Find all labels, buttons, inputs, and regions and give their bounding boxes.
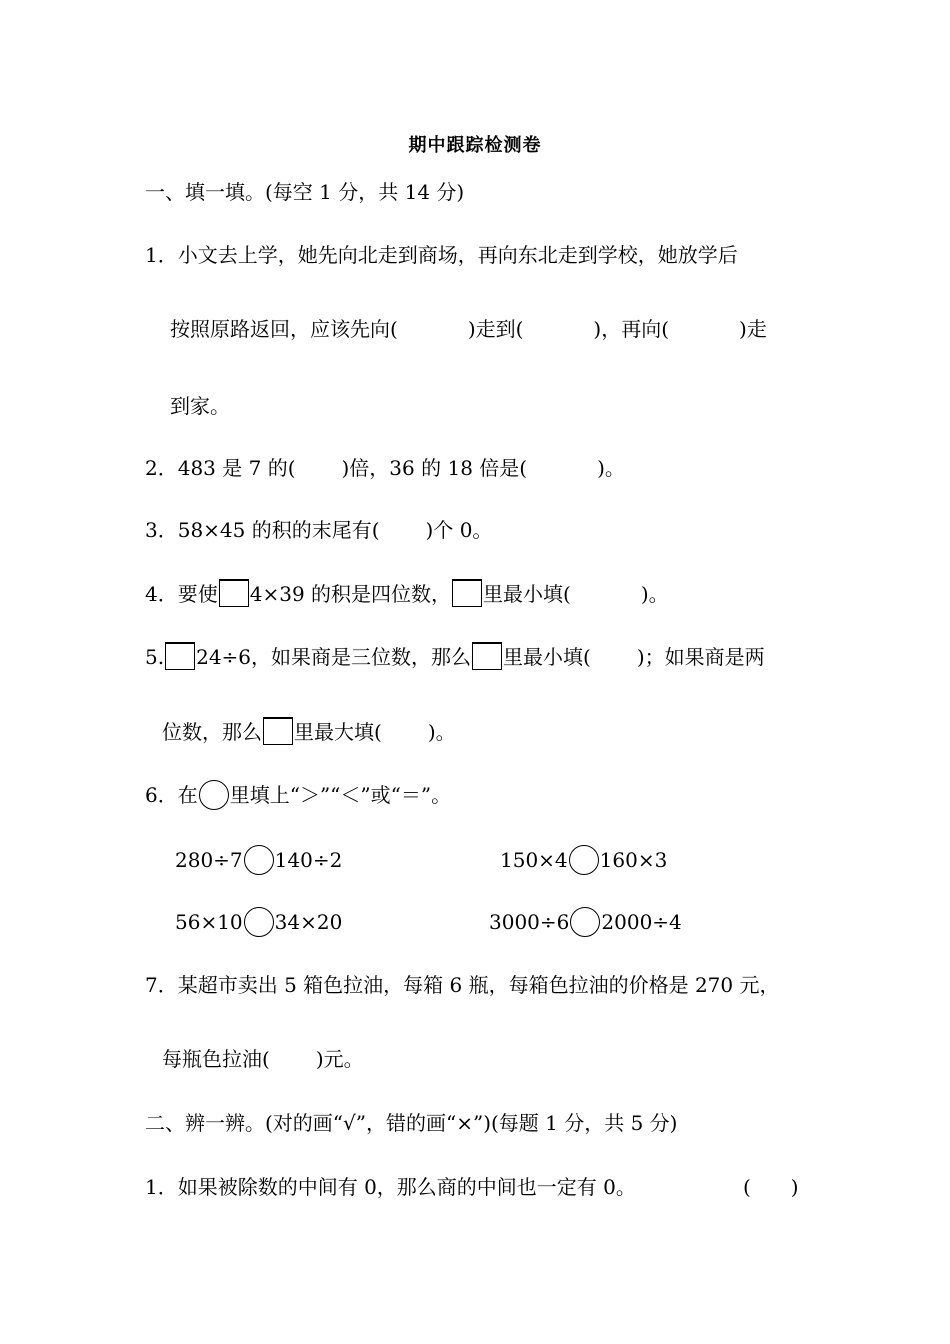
q6-item-left: 56×10 — [175, 910, 243, 934]
circle-blank[interactable] — [570, 907, 600, 937]
s2-q1: 1．如果被除数的中间有 0，那么商的中间也一定有 0。 — [145, 1175, 636, 1199]
page-title: 期中跟踪检测卷 — [408, 135, 542, 156]
q5-text-g: )。 — [427, 720, 456, 744]
square-box[interactable] — [263, 717, 293, 745]
q6-item-right: 34×20 — [274, 910, 343, 934]
q1-line2 — [170, 316, 767, 342]
q4-text-b: 4×39 的积是四位数， — [249, 582, 452, 606]
q6-item-1 — [175, 845, 342, 875]
q5-text-b: 24÷6，如果商是三位数，那么 — [196, 645, 472, 669]
q6-item-right: 140÷2 — [274, 848, 343, 872]
q5-text-e: 位数，那么 — [162, 720, 262, 744]
q5-text-a: 5. — [145, 645, 165, 669]
q1-line3: 到家。 — [170, 394, 230, 418]
q6-text-b: 里填上“＞”“＜”或“＝”。 — [229, 783, 452, 807]
q6-text-a: 6．在 — [145, 783, 198, 807]
q1-line1: 1．小文去上学，她先向北走到商场，再向东北走到学校，她放学后 — [145, 243, 738, 267]
q7-text-b: )元。 — [315, 1047, 364, 1071]
circle-blank[interactable] — [244, 845, 274, 875]
q5-text-c: 里最小填( — [503, 645, 591, 669]
q2-text-b: )倍，36 的 18 倍是( — [341, 456, 528, 480]
q4 — [145, 579, 669, 607]
q7-line1: 7．某超市卖出 5 箱色拉油，每箱 6 瓶，每箱色拉油的价格是 270 元， — [145, 973, 780, 997]
q4-text-d: )。 — [640, 582, 669, 606]
q6-item-left: 280÷7 — [175, 848, 243, 872]
q6-item-right: 160×3 — [599, 848, 668, 872]
q6-intro — [145, 780, 451, 810]
circle-blank[interactable] — [569, 845, 599, 875]
square-box[interactable] — [219, 579, 249, 607]
section1-heading: 一、填一填。(每空 1 分，共 14 分) — [145, 180, 465, 204]
q5-line1 — [145, 642, 765, 670]
q5-line2 — [162, 717, 456, 745]
q6-item-right: 2000÷4 — [601, 910, 682, 934]
square-box[interactable] — [472, 642, 502, 670]
q2-text-a: 2．483 是 7 的( — [145, 456, 296, 480]
circle-blank[interactable] — [199, 780, 229, 810]
q7-text-a: 每瓶色拉油( — [162, 1047, 270, 1071]
q4-text-c: 里最小填( — [483, 582, 571, 606]
q7-line2 — [162, 1046, 364, 1072]
section2-heading: 二、辨一辨。(对的画“√”，错的画“×”)(每题 1 分，共 5 分) — [145, 1111, 678, 1135]
q6-item-2 — [500, 845, 667, 875]
q6-item-left: 150×4 — [500, 848, 568, 872]
q4-text-a: 4．要使 — [145, 582, 218, 606]
q6-item-3 — [175, 907, 342, 937]
q3-text-a: 3．58×45 的积的末尾有( — [145, 518, 380, 542]
q1-text-a: 按照原路返回，应该先向( — [170, 317, 398, 341]
circle-blank[interactable] — [244, 907, 274, 937]
q6-item-left: 3000÷6 — [489, 910, 570, 934]
q1-text-d: )走 — [739, 317, 767, 341]
q1-text-c: )，再向( — [593, 317, 670, 341]
s2-q1-answer-paren[interactable]: ( ) — [743, 1175, 799, 1199]
square-box[interactable] — [452, 579, 482, 607]
q6-item-4 — [489, 907, 682, 937]
q3 — [145, 517, 492, 543]
q2 — [145, 455, 625, 481]
q5-text-f: 里最大填( — [294, 720, 382, 744]
square-box[interactable] — [165, 642, 195, 670]
q3-text-b: )个 0。 — [425, 518, 493, 542]
q5-text-d: )；如果商是两 — [636, 645, 765, 669]
q2-text-c: )。 — [597, 456, 625, 480]
q1-text-b: )走到( — [467, 317, 524, 341]
